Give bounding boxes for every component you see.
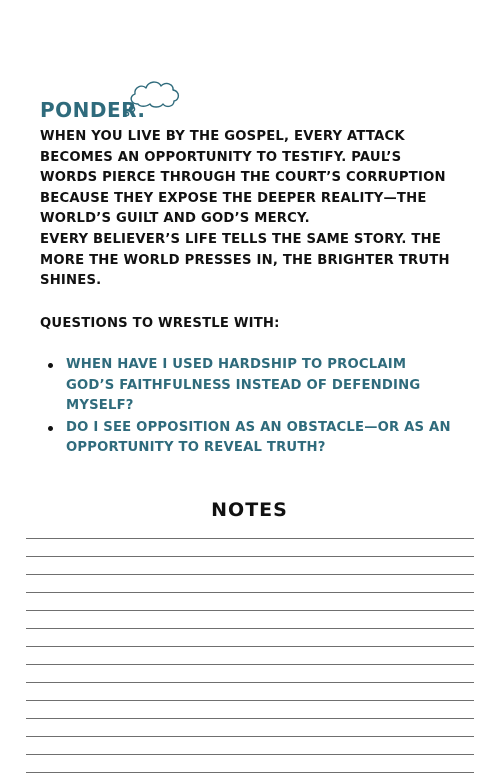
reflection-paragraph-1: WHEN YOU LIVE BY THE GOSPEL, EVERY ATTACK BECOMES AN OPPORTUNITY TO TESTIFY. PAUL’S WORDS PIERCE THROUGH THE COURT’S CORRUPTION BECAUSE THEY EXPOSE THE DEEPER REALITY—THE WORLD’S GUILT AND GOD’S MERCY. — [40, 129, 446, 227]
note-line — [26, 718, 474, 719]
reflection-text — [40, 127, 460, 292]
ponder-title: PONDER. — [40, 98, 146, 122]
note-line — [26, 538, 474, 539]
note-line — [26, 646, 474, 647]
reflection-paragraph-2: EVERY BELIEVER’S LIFE TELLS THE SAME STORY. THE MORE THE WORLD PRESSES IN, THE BRIGHTER TRUTH SHINES. — [40, 231, 450, 289]
bullet-icon — [48, 363, 53, 368]
note-line — [26, 628, 474, 629]
bullet-icon — [48, 426, 53, 431]
note-line — [26, 556, 474, 557]
note-line — [26, 664, 474, 665]
note-line — [26, 610, 474, 611]
note-line — [26, 700, 474, 701]
question-item — [46, 418, 456, 459]
note-line — [26, 574, 474, 575]
notes-lines[interactable] — [26, 538, 474, 772]
question-text: DO I SEE OPPOSITION AS AN OBSTACLE—OR AS AN OPPORTUNITY TO REVEAL TRUTH? — [66, 419, 451, 456]
questions-list — [46, 355, 456, 460]
question-item — [46, 355, 456, 417]
note-line — [26, 736, 474, 737]
thought-cloud-icon — [124, 76, 184, 118]
question-text: WHEN HAVE I USED HARDSHIP TO PROCLAIM GOD’S FAITHFULNESS INSTEAD OF DEFENDING MYSELF? — [66, 357, 421, 414]
note-line — [26, 592, 474, 593]
note-line — [26, 682, 474, 683]
notes-title: NOTES — [211, 499, 288, 521]
ponder-header — [40, 76, 200, 126]
note-line — [26, 754, 474, 755]
questions-heading: QUESTIONS TO WRESTLE WITH: — [40, 316, 280, 331]
